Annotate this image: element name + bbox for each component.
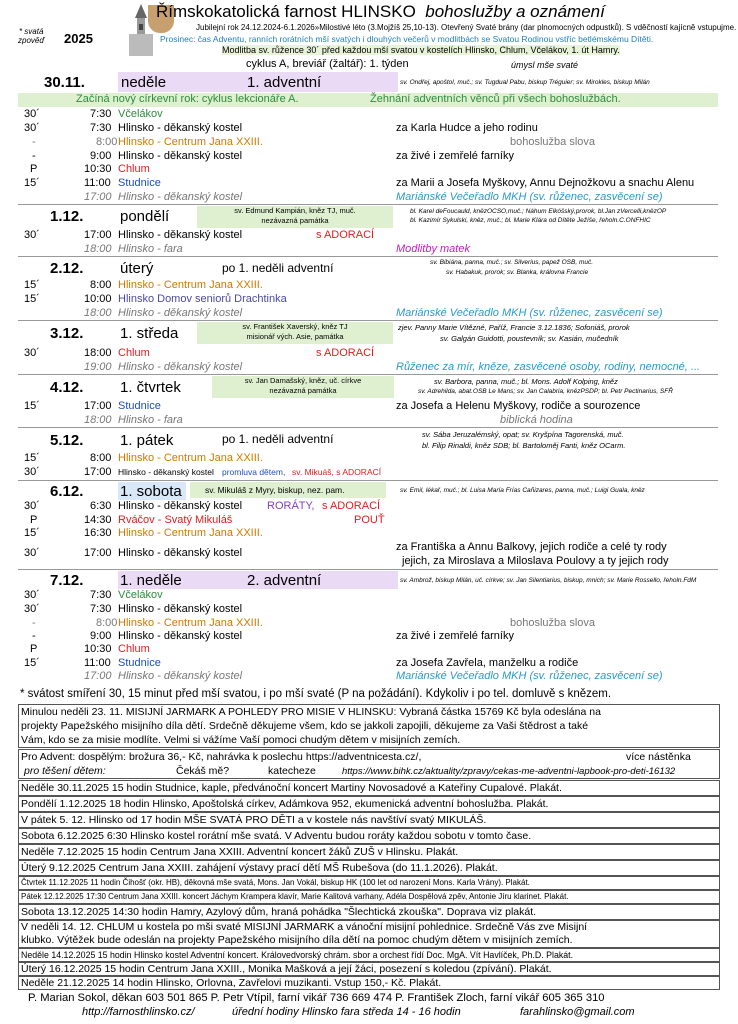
mass-note: s ADORACÍ <box>322 500 381 512</box>
mass-intent: bohoslužba slova <box>510 136 596 148</box>
event-text: Mariánské Večeřadlo MKH (sv. růženec, zasvěcení se) <box>396 191 663 203</box>
day-name: 1. pátek <box>120 432 174 449</box>
mass-place: Hlinsko Domov seniorů Drachtinka <box>118 293 287 305</box>
mass-time: 8:00 <box>96 617 118 629</box>
info-text: Začíná nový církevní rok: cyklus lekcionáře A. <box>76 93 299 105</box>
event-time: 18:00 <box>84 414 112 426</box>
day-saints: bl. Kazimír Sykulski, kněz, muč.; bl. Marie Klára od Dítěte Ježíše, řeholn.C.ONFHIC <box>410 217 651 224</box>
confession-time: - <box>32 617 36 629</box>
event-text: Modlitby matek <box>396 243 470 255</box>
notice-text: pro těšení dětem: <box>24 765 106 777</box>
mass-place: Hlinsko - Centrum Jana XXIII. <box>118 527 263 539</box>
event-time: 19:00 <box>84 361 112 373</box>
day-saints: zjev. Panny Marie Vítězné, Paříž, Francie 3.12.1836; Sofoniáš, prorok <box>398 323 630 332</box>
confession-time: 15´ <box>24 279 40 291</box>
notice-text: Minulou neděli 23. 11. MISIJNÍ JARMARK A POHLEDY PRO MISIE V HLINSKU: Vybraná částka 15769 Kč byla odeslána na <box>21 706 601 718</box>
mass-place: Hlinsko - Centrum Jana XXIII. <box>118 452 263 464</box>
confession-time: 15´ <box>24 452 40 464</box>
divider <box>18 204 718 205</box>
mass-place: Chlum <box>118 643 150 655</box>
event-text: Mariánské Večeřadlo MKH (sv. růženec, zasvěcení se) <box>396 670 663 682</box>
mass-place: Chlum <box>118 163 150 175</box>
confession-time: 15´ <box>24 177 40 189</box>
notice-text: Pro Advent: dospělým: brožura 36,- Kč, nahrávka k poslechu https://adventnicesta.cz/, <box>21 751 422 763</box>
confession-time: 30´ <box>24 589 40 601</box>
mass-intent: za Františka a Annu Balkovy, jejich rodiče a celé ty rody <box>396 541 667 553</box>
day-saints: sv. Emil, lékař, muč.; bl. Luisa María Frías Cañizares, panna, muč.; Luigi Guala, kněz <box>400 487 645 494</box>
cycle-note: cyklus A, breviář (žaltář): 1. týden <box>246 58 409 70</box>
mass-place: Studnice <box>118 177 161 189</box>
day-feast: sv. František Xaverský, kněz TJ misionář vých. Asie, památka <box>197 322 393 344</box>
mass-time: 7:30 <box>90 603 112 615</box>
confession-time: 15´ <box>24 293 40 305</box>
mass-intent: bohoslužba slova <box>510 617 596 629</box>
event-place: Hlinsko - děkanský kostel <box>118 307 243 319</box>
notice-text: Neděle 7.12.2025 15 hodin Centrum Jana XXIII. Adventní koncert žáků ZUŠ v Hlinsku. Plakát. <box>21 846 459 858</box>
mass-place: Hlinsko - děkanský kostel <box>118 630 243 642</box>
info-text: Žehnání adventních věnců při všech bohoslužbách. <box>370 93 621 105</box>
event-place: Hlinsko - děkanský kostel <box>118 191 243 203</box>
confession-time: - <box>32 630 36 642</box>
event-time: 17:00 <box>84 670 112 682</box>
confession-time: P <box>30 163 38 175</box>
day-name: neděle <box>121 74 167 91</box>
mass-note: s ADORACÍ <box>316 229 375 241</box>
mass-note: sv. Mikuáš, s ADORACÍ <box>292 467 382 477</box>
notice-text: V neděli 14. 12. CHLUM u kostela po mši svaté MISIJNÍ JARMARK a vánoční misijní pohlednice. Srdečně Vás zve Misijní <box>21 921 588 933</box>
mass-place: Hlinsko - děkanský kostel <box>118 229 243 241</box>
confession-label: * svatá zpověď <box>18 27 45 45</box>
mass-time: 6:30 <box>90 500 112 512</box>
day-feast: sv. Edmund Kampián, kněz TJ, muč. nezávazná památka <box>197 206 393 228</box>
confession-time: 30´ <box>24 108 40 120</box>
confession-time: 15´ <box>24 527 40 539</box>
office-hours: úřední hodiny Hlinsko fara středa 14 - 16 hodin <box>232 1006 461 1018</box>
day-name: 1. čtvrtek <box>120 379 181 396</box>
mass-time: 10:30 <box>84 643 112 655</box>
day-date: 3.12. <box>50 325 84 342</box>
confession-time: 30´ <box>24 500 40 512</box>
day-date: 5.12. <box>50 432 84 449</box>
event-text: Mariánské Večeřadlo MKH (sv. růženec, zasvěcení se) <box>396 307 663 319</box>
day-saints: sv. Ambrož, biskup Milán, uč. církve; sv. Jan Silentiarius, biskup, mnich; sv. Marie Rossello, řeholn.FdM <box>400 577 697 584</box>
day-date: 7.12. <box>50 572 84 589</box>
day-date: 30.11. <box>44 74 85 91</box>
rosary-note: Modlitba sv. růžence 30´ před každou mší svatou v kostelích Hlinsko, Chlum, Včelákov, 1. út Hamry. <box>222 45 620 55</box>
confession-time: 30´ <box>24 547 40 559</box>
notice-text: Pátek 12.12.2025 17:30 Centrum Jana XXIII. koncert Jáchym Krampera klavír, Marie Kalitová varhany, Adéla Dospělová zpěv, Antonie Jíru klarinet. Plakát. <box>21 892 569 901</box>
mass-time: 7:30 <box>90 108 112 120</box>
mass-time: 8:00 <box>90 452 112 464</box>
notice-text: Neděle 30.11.2025 15 hodin Studnice, kaple, předvánoční koncert Martiny Novosadové a Kateřiny Cupalové. Plakát. <box>21 782 562 794</box>
day-name: úterý <box>120 260 154 277</box>
event-place: Hlinsko - fara <box>118 243 183 255</box>
mass-place: Hlinsko - Centrum Jana XXIII. <box>118 617 263 629</box>
confession-time: 15´ <box>24 657 40 669</box>
mass-place: Studnice <box>118 400 161 412</box>
day-feast: sv. Mikuláš z Myry, biskup, nez. pam. <box>205 485 345 495</box>
day-saints: sv. Bibiána, panna, muč.; sv. Silverius, papež OSB, muč. <box>430 259 594 266</box>
mass-time: 17:00 <box>84 547 112 559</box>
confession-time: 30´ <box>24 347 40 359</box>
day-saints: sv. Habakuk, prorok; sv. Blanka, královna Francie <box>446 269 589 276</box>
day-date: 6.12. <box>50 483 84 500</box>
event-text: biblická hodina <box>500 414 573 426</box>
mass-intent: za živé i zemřelé farníky <box>396 630 514 642</box>
notice-text: V pátek 5. 12. Hlinsko od 17 hodin MŠE SVATÁ PRO DĚTI a v kostele nás navštíví svatý MIKULÁŠ. <box>21 814 487 826</box>
page-title: Římskokatolická farnost HLINSKO bohoslužby a oznámení <box>156 2 605 21</box>
notice-text: katecheze <box>268 765 316 777</box>
mass-intent: jejich, za Miroslava a Miloslava Poulovy a ty jejich rody <box>402 555 669 567</box>
mass-place: Včelákov <box>118 589 163 601</box>
day-saints: sv. Galgán Guidotti, poustevník; sv. Kasián, mučedník <box>440 334 619 343</box>
divider <box>18 320 718 321</box>
mass-time: 16:30 <box>84 527 112 539</box>
mass-place: Hlinsko - Centrum Jana XXIII. <box>118 279 263 291</box>
mass-note: POUŤ <box>354 514 385 526</box>
event-text: Růženec za mír, kněze, zasvěcené osoby, rodiny, nemocné, ... <box>396 361 701 373</box>
jubilee-note: Jubilejní rok 24.12.2024-6.1.2026»Milostivé léto (3.Mojžíš 25,10-13). Otevřený Svaté brány (dar plnomocných odpustků). S vděčností kajícně vstupujme. <box>196 23 737 32</box>
day-name: 1. sobota <box>120 483 182 500</box>
mass-intent: za Karla Hudce a jeho rodinu <box>396 122 538 134</box>
day-name: pondělí <box>120 208 170 225</box>
day-name: 1. neděle <box>120 572 182 589</box>
mass-time: 14:30 <box>84 514 112 526</box>
mass-time: 17:00 <box>84 400 112 412</box>
website-link[interactable]: http://farnosthlinsko.cz/ <box>82 1006 195 1018</box>
mass-place: Chlum <box>118 347 150 359</box>
mass-time: 18:00 <box>84 347 112 359</box>
notice-text: Sobota 13.12.2025 14:30 hodin Hamry, Azylový dům, hraná pohádka "Šlechtická zkouška". Doprava viz plakát. <box>21 906 537 918</box>
divider <box>18 374 718 375</box>
divider <box>18 256 718 257</box>
day-saints: sv. Ondřej, apoštol, muč.; sv. Tugdual Pabu, biskup Tréguier; sv. Mirokles, biskup Milán <box>400 79 650 86</box>
event-time: 17:00 <box>84 191 112 203</box>
day-feast: po 1. neděli adventní <box>222 261 334 275</box>
day-saints: sv. Adrehilda, abat.OSB Le Mans; sv. Jan Calabria, knězPSDP; bl. Petr Pectinarius, SFŘ <box>418 388 673 395</box>
event-time: 18:00 <box>84 307 112 319</box>
day-feast: 2. adventní <box>247 572 322 589</box>
mass-time: 9:00 <box>90 150 112 162</box>
mass-intent: za Marii a Josefa Myškovy, Annu Dejnožkovu a snachu Alenu <box>396 177 695 189</box>
day-feast: 1. adventní <box>247 74 322 91</box>
day-date: 2.12. <box>50 260 84 277</box>
mass-place: Hlinsko - děkanský kostel <box>118 467 214 477</box>
day-date: 4.12. <box>50 379 84 396</box>
event-time: 18:00 <box>84 243 112 255</box>
divider <box>18 569 718 570</box>
mass-time: 11:00 <box>84 177 111 189</box>
mass-time: 11:00 <box>84 657 111 669</box>
event-place: Hlinsko - děkanský kostel <box>118 361 243 373</box>
day-saints: bl. Karel deFoucauld, knězOCSO,muč.; Náhum Elkóšský,prorok, bl.Jan zVercelli,knězOP <box>410 208 667 215</box>
intention-header: úmysl mše svaté <box>511 60 579 70</box>
event-place: Hlinsko - děkanský kostel <box>118 670 243 682</box>
day-feast: po 1. neděli adventní <box>222 432 334 446</box>
mass-place: Hlinsko - děkanský kostel <box>118 122 243 134</box>
mass-time: 9:00 <box>90 630 112 642</box>
mass-intent: za Josefa Zavřela, manželku a rodiče <box>396 657 579 669</box>
mass-time: 17:00 <box>84 466 112 478</box>
confession-time: - <box>32 136 36 148</box>
mass-place: Hlinsko - děkanský kostel <box>118 500 243 512</box>
mass-time: 17:00 <box>84 229 112 241</box>
email-link[interactable]: farahlinsko@gmail.com <box>520 1006 635 1018</box>
notice-text: Čtvrtek 11.12.2025 11 hodin Čihošť (okr. HB), děkovná mše svatá, Mons. Jan Vokál, biskup HK (100 let od narození Mons. Karla Vrány). Plakát. <box>21 878 530 887</box>
day-name: 1. středa <box>120 325 179 342</box>
notice-text: Úterý 9.12.2025 Centrum Jana XXIII. zahájení výstavy prací dětí MŠ Rubešova (do 11.1.2026). Plakát. <box>21 862 498 874</box>
mass-place: Hlinsko - děkanský kostel <box>118 150 243 162</box>
mass-place: Studnice <box>118 657 161 669</box>
mass-time: 8:00 <box>90 279 112 291</box>
confession-notice: * svátost smíření 30, 15 minut před mší svatou, i po mší svaté (P na požádání). Kdykoliv i po tel. domluvě s knězem. <box>20 688 612 700</box>
confession-time: P <box>30 514 38 526</box>
day-saints: bl. Filip Rinaldi, kněz SDB; bl. Bartoloměj Fanti, kněz OCarm. <box>422 441 626 450</box>
december-note: Prosinec: čas Adventu, ranních rorátních mší svatých i dlouhých večerů v modlitbách se Svatou Rodinou vstříc betlémskému Dítěti. <box>160 34 654 44</box>
confession-time: 15´ <box>24 400 40 412</box>
confession-time: - <box>32 150 36 162</box>
notice-text: Sobota 6.12.2025 6:30 Hlinsko kostel rorátní mše svatá. V Adventu budou roráty každou sobotu v tomto čase. <box>21 830 532 842</box>
day-saints: sv. Barbora, panna, muč.; bl. Mons. Adolf Kolping, kněz <box>434 377 618 386</box>
confession-time: 30´ <box>24 603 40 615</box>
divider <box>18 427 718 428</box>
notice-text: Úterý 16.12.2025 15 hodin Centrum Jana XXIII., Monika Mašková a její žáci, posezení s koledou (zpívání). Plakát. <box>21 963 552 975</box>
notice-text: Pondělí 1.12.2025 18 hodin Hlinsko, Apoštolská církev, Adámkova 952, ekumenická adventní bohoslužba. Plakát. <box>21 798 549 810</box>
mass-place: Hlinsko - Centrum Jana XXIII. <box>118 136 263 148</box>
notice-text: Vám, kdo se za misie modlíte. Velmi si vážíme Vaší pomoci chudým dětem v misijních zemích. <box>21 734 461 746</box>
confession-time: 30´ <box>24 229 40 241</box>
mass-note: s ADORACÍ <box>316 347 375 359</box>
notice-text: více nástěnka <box>626 751 691 763</box>
day-date: 1.12. <box>50 208 84 225</box>
mass-note: promluva dětem, <box>222 467 286 477</box>
confession-time: 30´ <box>24 466 40 478</box>
notice-link[interactable]: https://www.bihk.cz/aktuality/zpravy/cekas-me-adventni-lapbook-pro-deti-16132 <box>342 766 676 777</box>
notice-text: klubko. Výtěžek bude odeslán na projekty Papežského misijního díla dětí na pomoc chudým dětem v misijních zemích. <box>21 934 573 946</box>
mass-time: 8:00 <box>96 136 118 148</box>
notice-text: Čekáš mě? <box>176 765 230 777</box>
confession-time: P <box>30 643 38 655</box>
notice-text: projekty Papežského misijního díla dětí. Srdečně děkujeme všem, kdo se jakkoli zapojili, děkujeme za Vaši štědrost a také <box>21 720 589 732</box>
event-place: Hlinsko - fara <box>118 414 183 426</box>
mass-place: Včelákov <box>118 108 163 120</box>
confession-time: 30´ <box>24 122 40 134</box>
mass-time: 10:00 <box>84 293 112 305</box>
day-saints: sv. Sába Jeruzalémský, opat; sv. Kryšpína Tagorenská, muč. <box>422 430 624 439</box>
divider <box>18 480 718 481</box>
mass-note: RORÁTY, <box>267 500 315 512</box>
priests-contacts: P. Marian Sokol, děkan 603 501 865 P. Petr Vtípil, farní vikář 736 669 474 P. František Zloch, farní vikář 605 365 310 <box>28 992 605 1004</box>
mass-time: 10:30 <box>84 163 112 175</box>
notice-text: Neděle 14.12.2025 15 hodin Hlinsko kostel Adventní koncert. Královedvorský chrám. sbor a orchest řídí Doc. MgA. Vít Havlíček, Ph.D. Plakát. <box>21 950 574 960</box>
notice-text: Neděle 21.12.2025 14 hodin Hlinsko, Orlovna, Zavřelovi muzikanti. Vstup 150,- Kč. Plakát. <box>21 977 442 989</box>
mass-place: Hlinsko - děkanský kostel <box>118 603 243 615</box>
mass-time: 7:30 <box>90 589 112 601</box>
mass-place: Rváčov - Svatý Mikuláš <box>118 514 233 526</box>
mass-intent: za živé i zemřelé farníky <box>396 150 514 162</box>
day-feast: sv. Jan Damašský, kněz, uč. církve nezávazná památka <box>212 376 394 398</box>
mass-place: Hlinsko - děkanský kostel <box>118 547 243 559</box>
mass-time: 7:30 <box>90 122 112 134</box>
year: 2025 <box>64 31 93 46</box>
mass-intent: za Josefa a Helenu Myškovy, rodiče a sourozence <box>396 400 641 412</box>
